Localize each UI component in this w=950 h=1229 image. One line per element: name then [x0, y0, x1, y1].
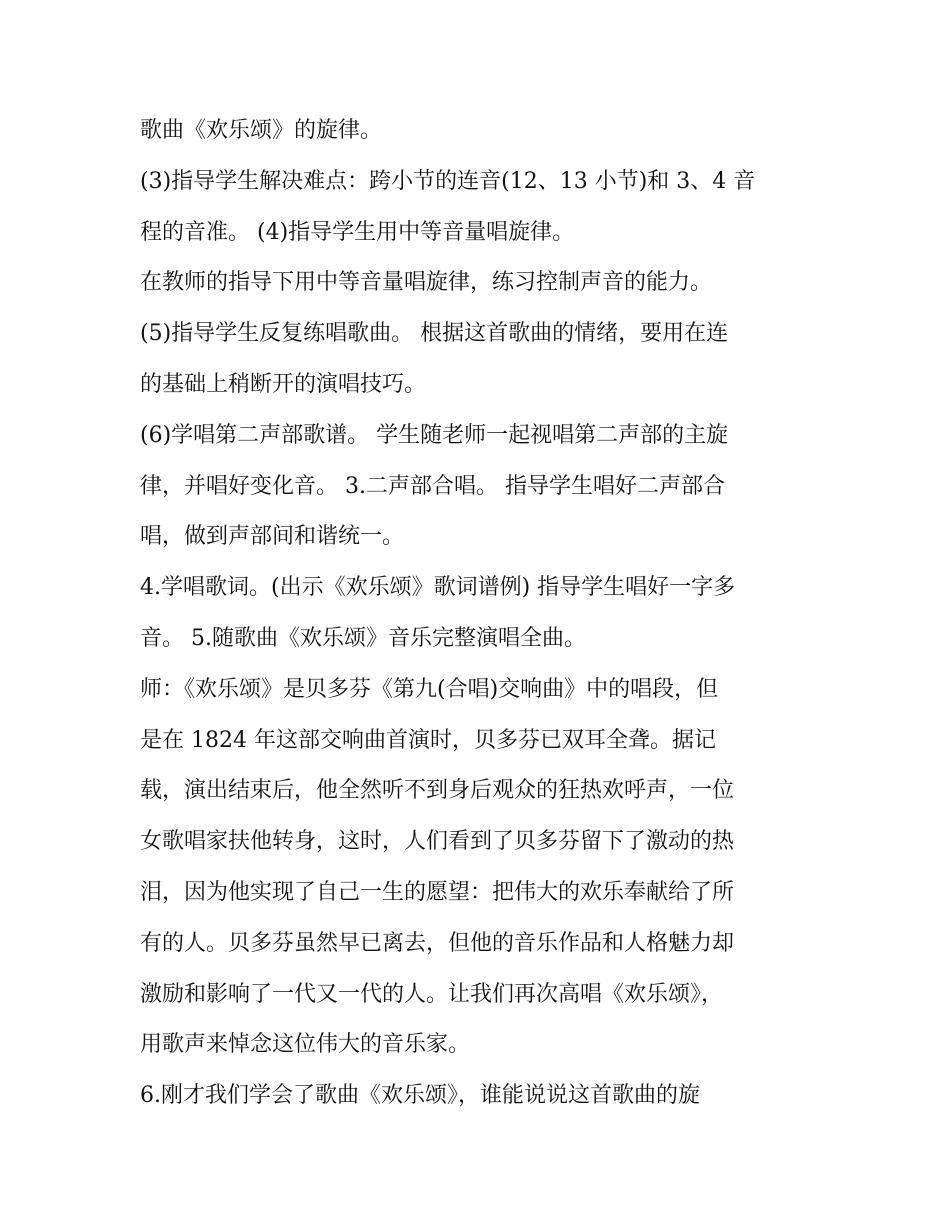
text-line: 歌曲《欢乐颂》的旋律。 — [140, 118, 383, 143]
text-line: 的基础上稍断开的演唱技巧。 — [140, 371, 427, 397]
text-line: 音。 5.随歌曲《欢乐颂》音乐完整演唱全曲。 — [140, 625, 586, 651]
text-line: 女歌唱家扶他转身，这时，人们看到了贝多芬留下了激动的热 — [140, 829, 735, 855]
text-line: 是在 1824 年这部交响曲首演时，贝多芬已双耳全聋。据记 — [140, 727, 716, 753]
text-line: 唱，做到声部间和谐统一。 — [140, 524, 405, 550]
text-line: 6.刚才我们学会了歌曲《欢乐颂》，谁能说说这首歌曲的旋 — [140, 1083, 700, 1109]
text-line: 激励和影响了一代又一代的人。让我们再次高唱《欢乐颂》， — [140, 981, 724, 1007]
text-line: (6)学唱第二声部歌谱。 学生随老师一起视唱第二声部的主旋 — [140, 422, 729, 448]
text-line: 律，并唱好变化音。 3.二声部合唱。 指导学生唱好二声部合 — [140, 473, 725, 499]
text-line: 载，演出结束后，他全然听不到身后观众的狂热欢呼声，一位 — [140, 778, 735, 804]
text-line: 用歌声来悼念这位伟大的音乐家。 — [140, 1032, 471, 1058]
text-line: (3)指导学生解决难点：跨小节的连音(12、13 小节)和 3、4 音 — [140, 168, 756, 194]
text-line: 有的人。贝多芬虽然早已离去，但他的音乐作品和人格魅力却 — [140, 930, 735, 956]
text-line: 师：《欢乐颂》是贝多芬《第九(合唱)交响曲》中的唱段，但 — [140, 676, 719, 702]
text-line: 在教师的指导下用中等音量唱旋律，练习控制声音的能力。 — [140, 270, 713, 296]
body-text — [140, 106, 830, 1122]
text-line: (5)指导学生反复练唱歌曲。 根据这首歌曲的情绪，要用在连 — [140, 321, 729, 347]
text-line: 程的音准。 (4)指导学生用中等音量唱旋律。 — [140, 219, 575, 245]
text-line: 4.学唱歌词。(出示《欢乐颂》歌词谱例) 指导学生唱好一字多 — [140, 575, 736, 601]
text-line: 泪，因为他实现了自己一生的愿望：把伟大的欢乐奉献给了所 — [140, 879, 735, 905]
